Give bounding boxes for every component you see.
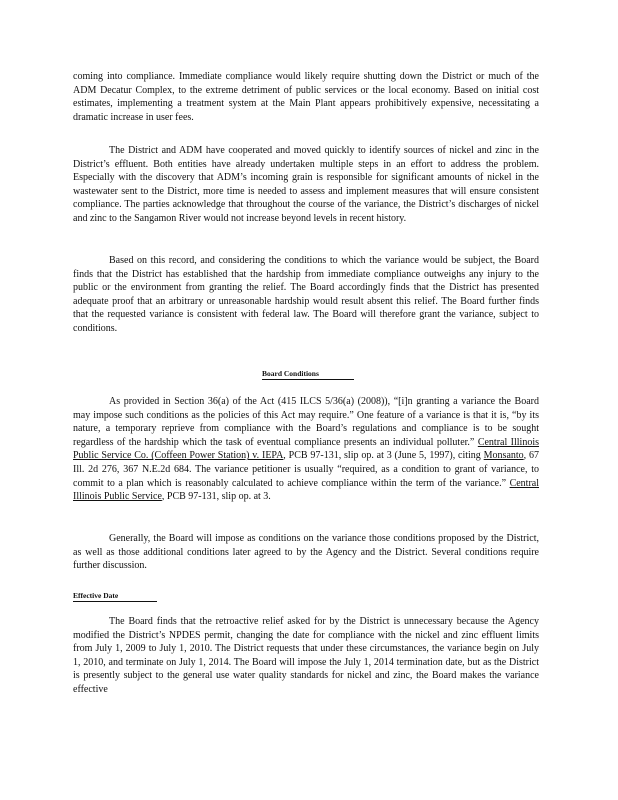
paragraph-district-adm-cooperation: The District and ADM have cooperated and moved quickly to identify sources of nickel and zinc in the District’s effluent. Both entities have already undertaken multiple steps in an effort to address the problem. Especially with the discovery that ADM’s incoming grain is responsible for significant amounts of nickel in the wastewater sent to the District, more time is needed to assess and implement measures that will ensure consistent compliance. The parties acknowledge that throughout the course of the variance, the District’s discharges of nickel and zinc to the Sangamon River would not increase beyond levels in recent history. [73,145,539,224]
paragraph-general-conditions: Generally, the Board will impose as conditions on the variance those conditions proposed by the District, as well as those additional conditions later agreed to by the Agency and the District. Several conditions require further discussion. [73,533,539,572]
heading-effective-date: Effective Date [73,591,157,602]
text-fragment: , PCB 97-131, slip op. at 3. [161,491,271,503]
text-fragment: , PCB 97-131, slip op. at 3 (June 5, 1997), citing [283,450,481,462]
case-citation-monsanto: Monsanto [483,450,524,462]
paragraph-board-findings: Based on this record, and considering the conditions to which the variance would be subject, the Board finds that the District has established that the hardship from immediate compliance outweighs any injury to the public or the environment from granting the relief. The Board accordingly finds that the District has presented adequate proof that an arbitrary or unreasonable hardship would result absent this relief. The Board further finds that the requested variance is consistent with federal law. The Board will therefore grant the variance, subject to conditions. [73,255,539,334]
text-fragment: As provided in Section 36(a) of the Act (415 ILCS 5/36(a) (2008)), “[i]n granting a variance the Board may impose such conditions as the policies of this Act may require.” One feature of a variance is that it is, “by its nature, a temporary reprieve from compliance with the Board’s regulations and compliance is to be sought regardless of the hardship which the task of eventual compliance presents an individual polluter.” [73,396,539,448]
paragraph-effective-date: The Board finds that the retroactive relief asked for by the District is unnecessary because the Agency modified the District’s NPDES permit, changing the date for compliance with the nickel and zinc effluent limits from July 1, 2009 to July 1, 2010. The District requests that under these circumstances, the variance begin on July 1, 2010, and terminate on July 1, 2014. The Board will impose the July 1, 2014 termination date, but as the District is presently subject to the general use water quality standards for nickel and zinc, the Board makes the variance effective [73,616,539,695]
case-citation-cips-coffeen: Central Illinois Public Service Co. (Coffeen Power Station) v. IEPA [73,436,540,462]
case-citation-cips: Central Illinois Public Service [73,477,539,503]
heading-board-conditions: Board Conditions [262,369,354,380]
text-fragment: , 67 Ill. 2d 276, 367 N.E.2d 684. The variance petitioner is usually “required, as a condition to grant of variance, to commit to a plan which is reasonably calculated to achieve compliance within the term of the variance.” [73,450,539,489]
paragraph-compliance-hardship: coming into compliance. Immediate compliance would likely require shutting down the District or much of the ADM Decatur Complex, to the extreme detriment of public services or the local economy. Based on initial cost estimates, implementing a treatment system at the Main Plant appears prohibitively expensive, necessitating a dramatic increase in user fees. [73,71,539,123]
paragraph-section-36a [73,395,539,504]
